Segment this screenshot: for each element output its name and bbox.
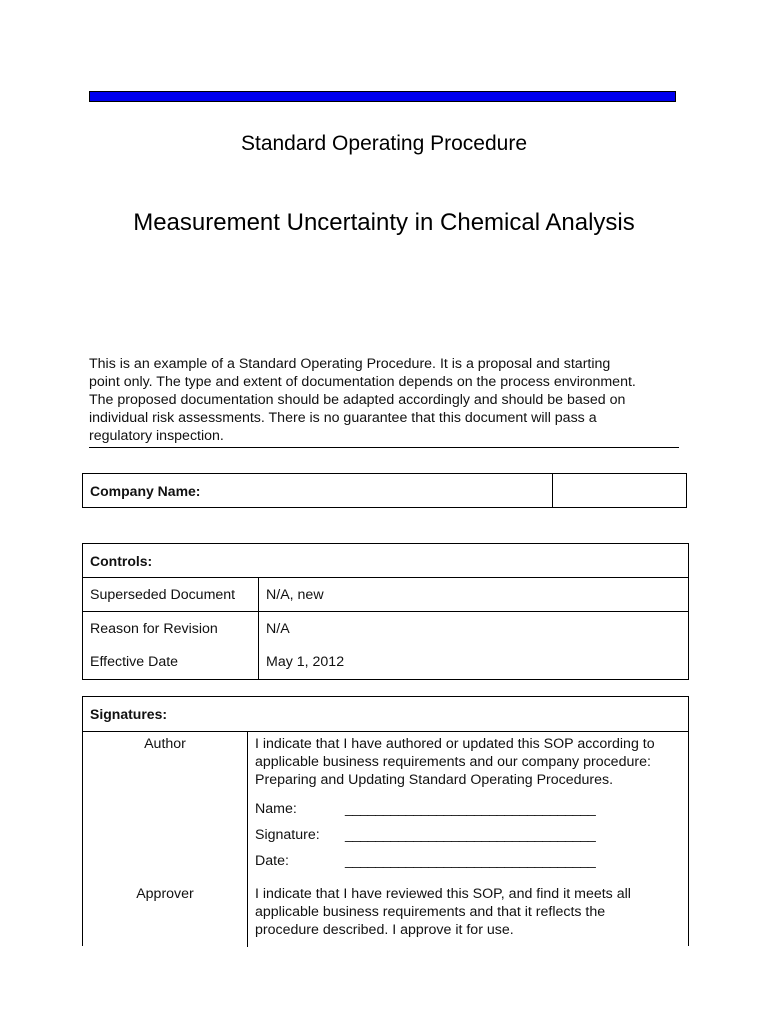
company-table — [82, 473, 687, 508]
author-signature-label: Signature: — [255, 827, 320, 843]
intro-line: The proposed documentation should be adapted accordingly and should be based on — [89, 392, 626, 408]
document-title: Measurement Uncertainty in Chemical Analysis — [133, 209, 635, 236]
controls-heading: Controls: — [90, 553, 153, 569]
controls-row-divider — [83, 577, 688, 578]
author-date-line[interactable]: _________________________________ — [345, 853, 596, 869]
signatures-row-divider — [83, 731, 688, 732]
company-name-label: Company Name: — [90, 483, 201, 499]
signatures-table — [82, 696, 689, 946]
reason-for-revision-value: N/A — [266, 621, 290, 637]
approver-statement-line: I indicate that I have reviewed this SOP, and find it meets all — [255, 886, 631, 902]
effective-date-label: Effective Date — [90, 654, 179, 670]
author-statement-line: applicable business requirements and our company procedure: — [255, 754, 651, 770]
approver-statement-line: procedure described. I approve it for use. — [255, 922, 514, 938]
superseded-document-value: N/A, new — [266, 587, 324, 603]
controls-column-divider — [258, 578, 259, 679]
intro-line: regulatory inspection. — [89, 428, 224, 444]
signatures-column-divider — [247, 732, 248, 947]
author-name-label: Name: — [255, 801, 297, 817]
intro-line: individual risk assessments. There is no guarantee that this document will pass a — [89, 410, 597, 426]
reason-for-revision-label: Reason for Revision — [90, 621, 218, 637]
controls-table — [82, 543, 689, 680]
effective-date-value: May 1, 2012 — [266, 654, 345, 670]
intro-paragraph — [89, 355, 679, 448]
author-role-label: Author — [144, 736, 186, 752]
author-signature-line[interactable]: _________________________________ — [345, 827, 596, 843]
author-statement — [255, 735, 685, 789]
intro-line: point only. The type and extent of documentation depends on the process environment. — [89, 374, 636, 390]
author-statement-line: I indicate that I have authored or updated this SOP according to — [255, 736, 655, 752]
author-statement-line: Preparing and Updating Standard Operating Procedures. — [255, 772, 614, 788]
intro-line: This is an example of a Standard Operating Procedure. It is a proposal and starting — [89, 356, 611, 372]
signatures-heading: Signatures: — [90, 706, 168, 722]
company-table-divider — [552, 474, 553, 507]
document-subtitle: Standard Operating Procedure — [240, 132, 527, 155]
approver-statement — [255, 885, 685, 939]
author-date-label: Date: — [255, 853, 289, 869]
author-name-line[interactable]: _________________________________ — [345, 801, 596, 817]
approver-statement-line: applicable business requirements and that it reflects the — [255, 904, 606, 920]
controls-row-divider — [83, 611, 688, 612]
header-rule-bar — [89, 91, 676, 102]
approver-role-label: Approver — [136, 886, 194, 902]
superseded-document-label: Superseded Document — [90, 587, 236, 603]
